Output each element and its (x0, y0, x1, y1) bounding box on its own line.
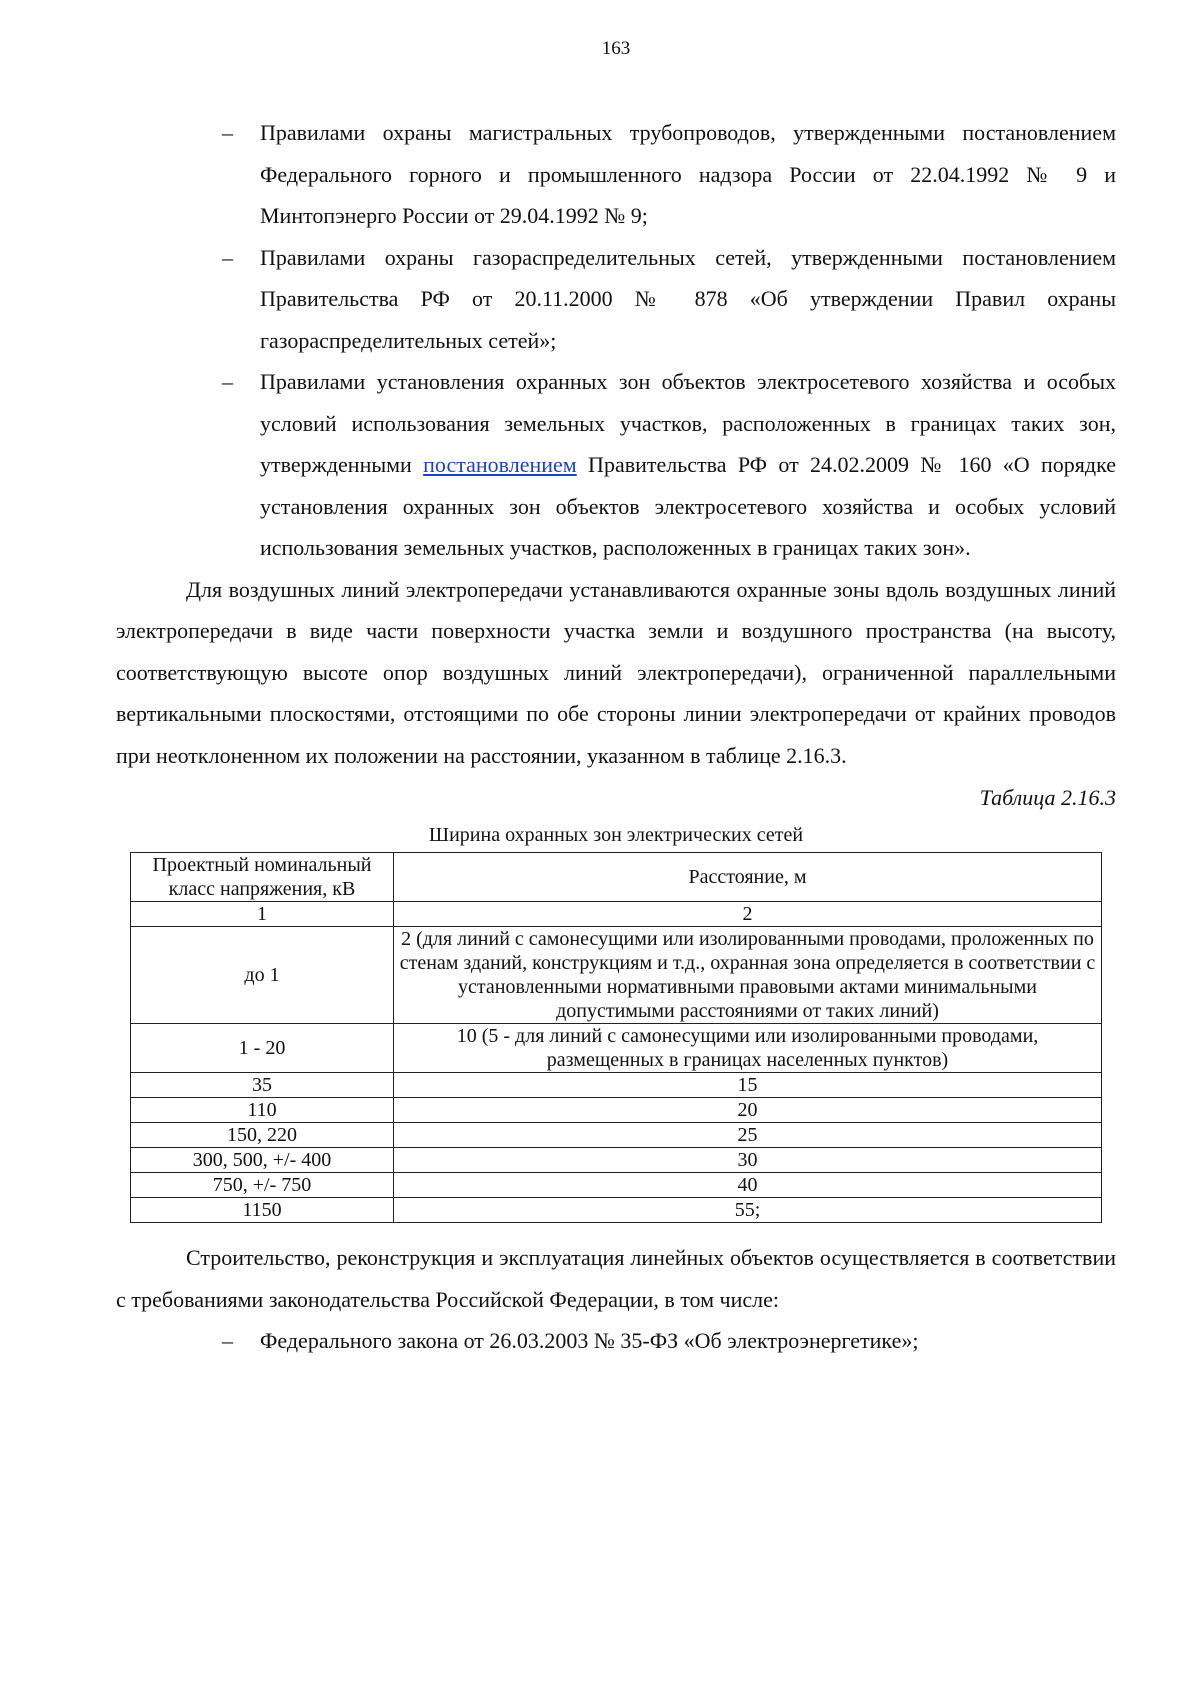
voltage-cell: до 1 (131, 927, 394, 1024)
table-header-row (131, 853, 1102, 902)
list-dash: – (222, 1328, 233, 1353)
column-number: 1 (131, 902, 394, 927)
list-item-text: Правилами охраны газораспределительных сетей, утвержденными постановлением Правительства РФ от 20.11.2000 № 878 «Об утверждении Правил охраны газораспределительных сетей»; (260, 244, 1116, 353)
paragraph-construction: Строительство, реконструкция и эксплуатация линейных объектов осуществляется в соответствии с требованиями законодательства Российской Федерации, в том числе: (116, 1245, 1116, 1312)
voltage-cell: 750, +/- 750 (131, 1173, 394, 1198)
table-row (131, 1024, 1102, 1073)
table-row (131, 1148, 1102, 1173)
list-item (116, 361, 1116, 569)
distance-cell: 55; (394, 1198, 1102, 1223)
page-number: 163 (601, 38, 631, 59)
document-body (116, 112, 1116, 1362)
distance-cell: 25 (394, 1123, 1102, 1148)
distance-cell: 15 (394, 1073, 1102, 1098)
table-row (131, 1173, 1102, 1198)
voltage-cell: 35 (131, 1073, 394, 1098)
header-voltage-class: Проектный номинальный класс напряжения, кВ (131, 853, 394, 902)
voltage-cell: 110 (131, 1098, 394, 1123)
distance-cell: 40 (394, 1173, 1102, 1198)
header-distance: Расстояние, м (394, 853, 1102, 902)
table-row (131, 927, 1102, 1024)
voltage-cell: 150, 220 (131, 1123, 394, 1148)
protection-zone-table (130, 852, 1102, 1223)
table-row (131, 1198, 1102, 1223)
list-item-text: Федерального закона от 26.03.2003 № 35-ФЗ «Об электроэнергетике»; (260, 1328, 919, 1353)
voltage-cell: 1150 (131, 1198, 394, 1223)
table-title: Ширина охранных зон электрических сетей (428, 824, 804, 846)
distance-cell: 30 (394, 1148, 1102, 1173)
list-dash: – (222, 369, 233, 394)
paragraph-protection-zones: Для воздушных линий электропередачи устанавливаются охранные зоны вдоль воздушных линий электропередачи в виде части поверхности участка земли и воздушного пространства (на высоту, соответствующую высоте опор воздушных линий электропередачи), ограниченной параллельными вертикальными плоскостями, отстоящими по обе стороны линии электропередачи от крайних проводов при неотклоненном их положении на расстоянии, указанном в таблице 2.16.3. (116, 576, 1116, 768)
table-label: Таблица 2.16.3 (979, 785, 1116, 810)
list-item-text-after: Правительства РФ от 24.02.2009 № 160 «О порядке установления охранных зон объектов электросетевого хозяйства и особых условий использования земельных участков, расположенных в границах таких зон». (260, 452, 1116, 560)
list-item (116, 1320, 1116, 1362)
distance-cell: 20 (394, 1098, 1102, 1123)
distance-cell: 10 (5 - для линий с самонесущими или изолированными проводами, размещенных в границах населенных пунктов) (394, 1024, 1102, 1073)
table-row (131, 1123, 1102, 1148)
distance-cell: 2 (для линий с самонесущими или изолированными проводами, проложенных по стенам зданий, конструкциям и т.д., охранная зона определяется в соответствии с установленными нормативными правовыми актами минимальными допустимыми расстояниями от таких линий) (394, 927, 1102, 1024)
table-row (131, 1073, 1102, 1098)
table-row (131, 1098, 1102, 1123)
list-item (116, 112, 1116, 237)
table-numbering-row (131, 902, 1102, 927)
list-item (116, 237, 1116, 362)
resolution-link[interactable]: постановлением (423, 452, 577, 477)
list-dash: – (222, 244, 233, 270)
list-item-text-before: Правилами установления охранных зон объектов электросетевого хозяйства и особых условий использования земельных участков, расположенных в границах таких зон, утвержденными (260, 369, 1116, 477)
voltage-cell: 300, 500, +/- 400 (131, 1148, 394, 1173)
voltage-cell: 1 - 20 (131, 1024, 394, 1073)
column-number: 2 (394, 902, 1102, 927)
list-dash: – (222, 120, 233, 145)
list-item-text: Правилами охраны магистральных трубопроводов, утвержденными постановлением Федерального горного и промышленного надзора России от 22.04.1992 № 9 и Минтопэнерго России от 29.04.1992 № 9; (260, 120, 1116, 228)
